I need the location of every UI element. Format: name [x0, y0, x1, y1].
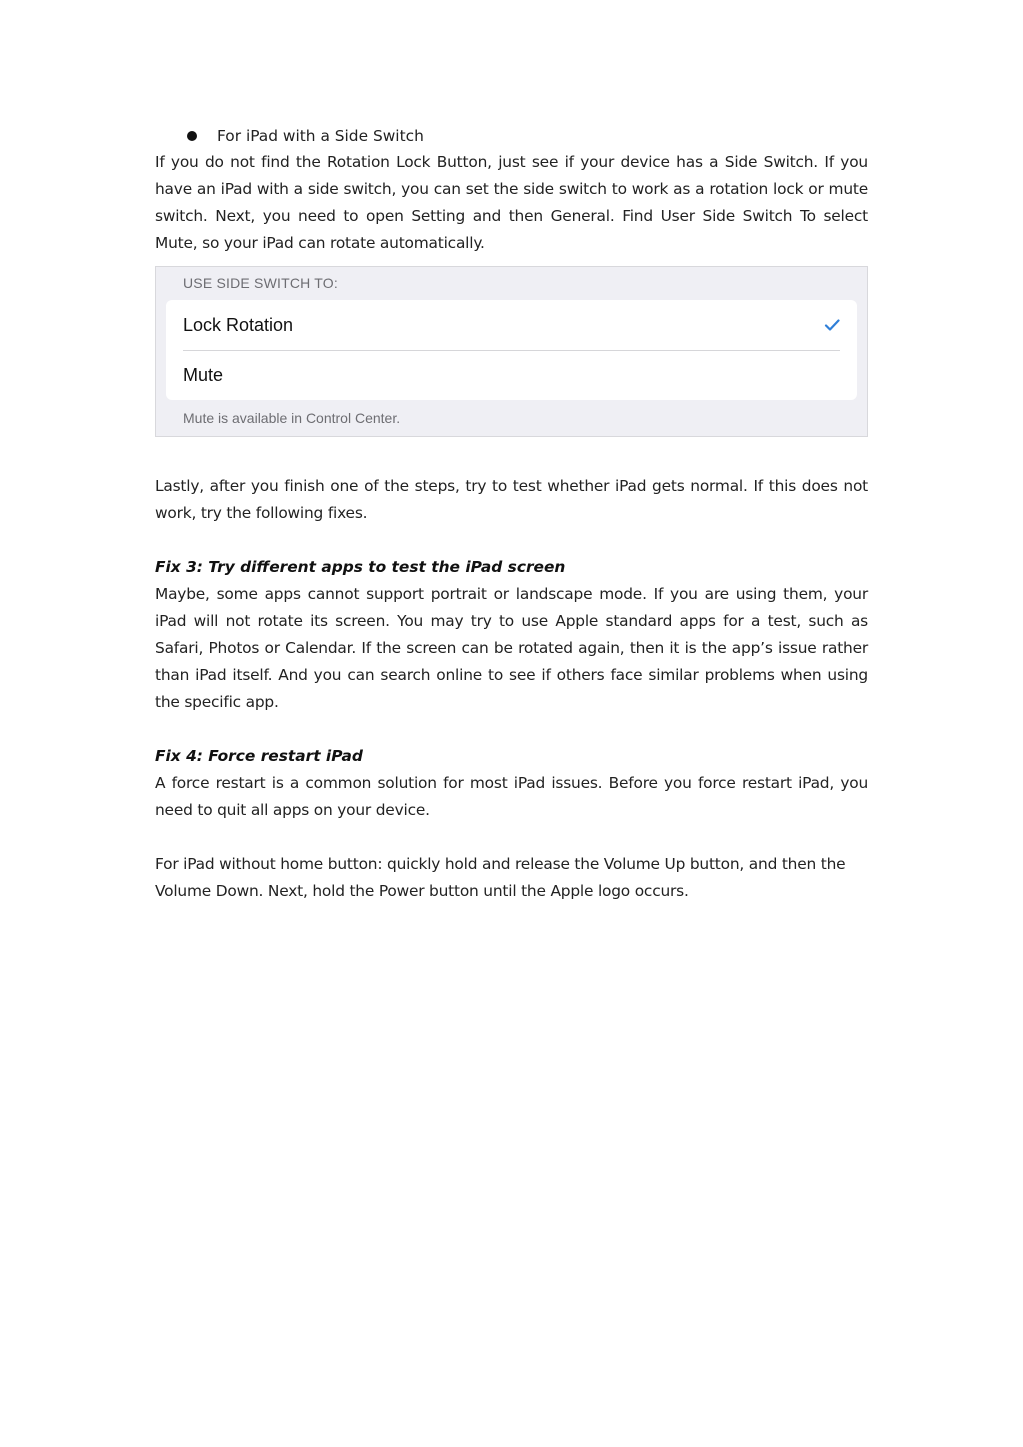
checkmark-icon	[824, 318, 840, 332]
screenshot-section-header: USE SIDE SWITCH TO:	[183, 275, 338, 291]
home-button-paragraph: For iPad without home button: quickly hold and release the Volume Up button, and then the Volume Down. Next, hold the Power button until the Apple logo occurs.	[155, 855, 846, 900]
bullet-text: For iPad with a Side Switch	[217, 126, 424, 145]
screenshot-footer-note: Mute is available in Control Center.	[183, 410, 401, 426]
document-content	[155, 122, 868, 905]
option-lock-rotation	[183, 300, 840, 351]
fix4-heading: Fix 4: Force restart iPad	[155, 747, 363, 765]
lastly-paragraph: Lastly, after you finish one of the steps, try to test whether iPad gets normal. If this does not work, try the following fixes.	[155, 477, 868, 522]
bullet-dot-icon	[187, 131, 197, 141]
option-mute-label: Mute	[183, 364, 224, 385]
option-mute	[183, 350, 840, 400]
fix3-paragraph: Maybe, some apps cannot support portrait or landscape mode. If you are using them, your iPad will not rotate its screen. You may try to use Apple standard apps for a test, such as Safari, Photos or Calendar. If the screen can be rotated again, then it is the app’s issue rather than iPad itself. And you can search online to see if others face similar problems when using the specific app.	[155, 585, 868, 711]
bullet-item	[187, 122, 868, 149]
option-lock-rotation-label: Lock Rotation	[183, 314, 294, 335]
screenshot-options-card	[166, 300, 857, 400]
side-switch-screenshot	[155, 266, 868, 437]
fix4-paragraph: A force restart is a common solution for most iPad issues. Before you force restart iPad, you need to quit all apps on your device.	[155, 774, 868, 819]
fix3-heading: Fix 3: Try different apps to test the iPad screen	[155, 558, 566, 576]
side-switch-paragraph: If you do not find the Rotation Lock Button, just see if your device has a Side Switch. If you have an iPad with a side switch, you can set the side switch to work as a rotation lock or mute switch. Next, you need to open Setting and then General. Find User Side Switch To select Mute, so your iPad can rotate automatically.	[155, 153, 868, 252]
